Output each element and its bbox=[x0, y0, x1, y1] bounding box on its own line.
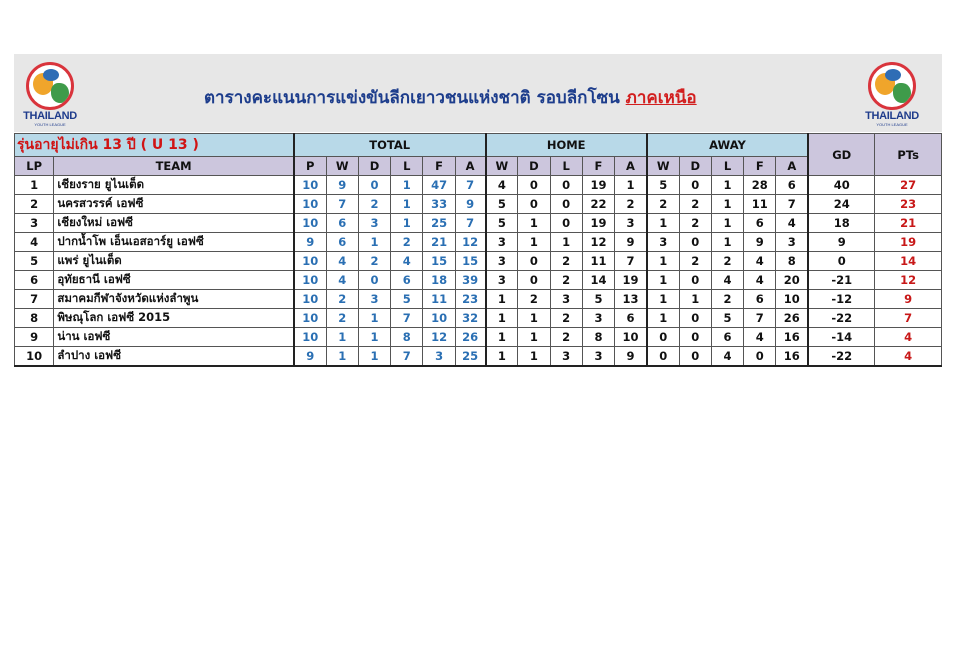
cell-pts: 14 bbox=[875, 252, 942, 271]
title-region: ภาคเหนือ bbox=[625, 88, 697, 108]
cell-hd: 0 bbox=[518, 195, 550, 214]
cell-p: 10 bbox=[294, 271, 326, 290]
cell-lp: 5 bbox=[15, 252, 54, 271]
cell-w: 4 bbox=[326, 252, 358, 271]
cell-d: 1 bbox=[358, 347, 390, 367]
cell-team: น่าน เอฟซี bbox=[54, 328, 294, 347]
cell-al: 1 bbox=[711, 176, 743, 195]
cell-af: 11 bbox=[744, 195, 776, 214]
cell-al: 5 bbox=[711, 309, 743, 328]
table-row bbox=[15, 271, 942, 290]
cell-aa: 20 bbox=[776, 271, 808, 290]
cell-p: 10 bbox=[294, 309, 326, 328]
cell-hw: 3 bbox=[486, 271, 518, 290]
pts-header: PTs bbox=[875, 134, 942, 176]
cell-d: 1 bbox=[358, 328, 390, 347]
table-row bbox=[15, 290, 942, 309]
col-away-d: D bbox=[679, 157, 711, 176]
team-header: TEAM bbox=[54, 157, 294, 176]
cell-aw: 3 bbox=[647, 233, 679, 252]
cell-af: 6 bbox=[744, 214, 776, 233]
cell-hf: 5 bbox=[582, 290, 614, 309]
col-away-a: A bbox=[776, 157, 808, 176]
col-home-l: L bbox=[550, 157, 582, 176]
cell-w: 1 bbox=[326, 347, 358, 367]
cell-f: 12 bbox=[423, 328, 455, 347]
cell-pts: 27 bbox=[875, 176, 942, 195]
cell-ha: 3 bbox=[615, 214, 647, 233]
table-row bbox=[15, 176, 942, 195]
table-row bbox=[15, 328, 942, 347]
cell-f: 33 bbox=[423, 195, 455, 214]
cell-lp: 1 bbox=[15, 176, 54, 195]
cell-ad: 0 bbox=[679, 271, 711, 290]
cell-al: 6 bbox=[711, 328, 743, 347]
cell-hw: 1 bbox=[486, 309, 518, 328]
cell-aa: 4 bbox=[776, 214, 808, 233]
header-banner bbox=[14, 54, 942, 132]
col-f: F bbox=[423, 157, 455, 176]
cell-hw: 1 bbox=[486, 328, 518, 347]
cell-al: 4 bbox=[711, 347, 743, 367]
table-row bbox=[15, 195, 942, 214]
cell-hw: 3 bbox=[486, 233, 518, 252]
cell-gd: -12 bbox=[808, 290, 875, 309]
cell-p: 10 bbox=[294, 195, 326, 214]
cell-al: 1 bbox=[711, 195, 743, 214]
cell-ad: 0 bbox=[679, 347, 711, 367]
cell-w: 7 bbox=[326, 195, 358, 214]
cell-team: เชียงใหม่ เอฟซี bbox=[54, 214, 294, 233]
cell-w: 2 bbox=[326, 290, 358, 309]
cell-hl: 2 bbox=[550, 328, 582, 347]
table-row bbox=[15, 252, 942, 271]
cell-p: 9 bbox=[294, 347, 326, 367]
cell-lp: 9 bbox=[15, 328, 54, 347]
col-home-w: W bbox=[486, 157, 518, 176]
cell-f: 18 bbox=[423, 271, 455, 290]
table-row bbox=[15, 214, 942, 233]
cell-a: 23 bbox=[455, 290, 485, 309]
cell-ad: 0 bbox=[679, 176, 711, 195]
cell-aa: 16 bbox=[776, 328, 808, 347]
cell-hf: 11 bbox=[582, 252, 614, 271]
cell-lp: 10 bbox=[15, 347, 54, 367]
col-home-a: A bbox=[615, 157, 647, 176]
cell-pts: 4 bbox=[875, 347, 942, 367]
cell-ha: 6 bbox=[615, 309, 647, 328]
cell-hd: 1 bbox=[518, 328, 550, 347]
cell-f: 25 bbox=[423, 214, 455, 233]
col-l: L bbox=[391, 157, 423, 176]
cell-gd: 24 bbox=[808, 195, 875, 214]
football-globe-icon bbox=[868, 62, 916, 110]
page-title bbox=[204, 84, 697, 111]
cell-ha: 2 bbox=[615, 195, 647, 214]
cell-hl: 2 bbox=[550, 309, 582, 328]
cell-p: 10 bbox=[294, 176, 326, 195]
cell-a: 26 bbox=[455, 328, 485, 347]
cell-lp: 6 bbox=[15, 271, 54, 290]
cell-aa: 6 bbox=[776, 176, 808, 195]
table-row bbox=[15, 233, 942, 252]
cell-p: 10 bbox=[294, 290, 326, 309]
cell-ha: 9 bbox=[615, 347, 647, 367]
cell-a: 32 bbox=[455, 309, 485, 328]
cell-d: 3 bbox=[358, 290, 390, 309]
cell-l: 1 bbox=[391, 195, 423, 214]
cell-l: 1 bbox=[391, 176, 423, 195]
age-group-label: รุ่นอายุไม่เกิน 13 ปี ( U 13 ) bbox=[15, 134, 294, 157]
cell-f: 21 bbox=[423, 233, 455, 252]
cell-pts: 23 bbox=[875, 195, 942, 214]
cell-a: 12 bbox=[455, 233, 485, 252]
cell-ha: 9 bbox=[615, 233, 647, 252]
cell-aa: 16 bbox=[776, 347, 808, 367]
cell-ha: 13 bbox=[615, 290, 647, 309]
col-d: D bbox=[358, 157, 390, 176]
cell-hd: 0 bbox=[518, 271, 550, 290]
cell-l: 5 bbox=[391, 290, 423, 309]
cell-team: พิษณุโลก เอฟซี 2015 bbox=[54, 309, 294, 328]
cell-gd: -21 bbox=[808, 271, 875, 290]
cell-gd: 18 bbox=[808, 214, 875, 233]
total-group-header: TOTAL bbox=[294, 134, 486, 157]
cell-l: 4 bbox=[391, 252, 423, 271]
col-p: P bbox=[294, 157, 326, 176]
cell-gd: 0 bbox=[808, 252, 875, 271]
cell-p: 10 bbox=[294, 328, 326, 347]
cell-f: 47 bbox=[423, 176, 455, 195]
col-a: A bbox=[455, 157, 485, 176]
cell-pts: 4 bbox=[875, 328, 942, 347]
cell-af: 0 bbox=[744, 347, 776, 367]
cell-team: เชียงราย ยูไนเต็ด bbox=[54, 176, 294, 195]
cell-team: ลำปาง เอฟซี bbox=[54, 347, 294, 367]
cell-ad: 2 bbox=[679, 214, 711, 233]
cell-gd: -14 bbox=[808, 328, 875, 347]
cell-hl: 0 bbox=[550, 195, 582, 214]
lp-header: LP bbox=[15, 157, 54, 176]
cell-d: 3 bbox=[358, 214, 390, 233]
cell-l: 7 bbox=[391, 347, 423, 367]
cell-aw: 1 bbox=[647, 290, 679, 309]
cell-al: 2 bbox=[711, 290, 743, 309]
cell-af: 28 bbox=[744, 176, 776, 195]
cell-a: 15 bbox=[455, 252, 485, 271]
cell-hd: 1 bbox=[518, 309, 550, 328]
cell-gd: -22 bbox=[808, 309, 875, 328]
cell-aw: 0 bbox=[647, 328, 679, 347]
title-main: ตารางคะแนนการแข่งขันลีกเยาวชนแห่งชาติ รอบลีกโซน bbox=[204, 88, 626, 108]
table-row bbox=[15, 309, 942, 328]
away-group-header: AWAY bbox=[647, 134, 808, 157]
cell-w: 1 bbox=[326, 328, 358, 347]
thailand-youth-league-logo-right bbox=[860, 60, 924, 126]
cell-aw: 5 bbox=[647, 176, 679, 195]
logo-subtext: YOUTH LEAGUE bbox=[34, 122, 66, 127]
cell-d: 1 bbox=[358, 233, 390, 252]
cell-f: 15 bbox=[423, 252, 455, 271]
cell-l: 6 bbox=[391, 271, 423, 290]
cell-hd: 1 bbox=[518, 233, 550, 252]
cell-ad: 2 bbox=[679, 252, 711, 271]
cell-p: 10 bbox=[294, 214, 326, 233]
col-away-f: F bbox=[744, 157, 776, 176]
col-home-f: F bbox=[582, 157, 614, 176]
cell-hd: 1 bbox=[518, 214, 550, 233]
cell-al: 1 bbox=[711, 233, 743, 252]
cell-aw: 1 bbox=[647, 214, 679, 233]
cell-aa: 10 bbox=[776, 290, 808, 309]
cell-a: 39 bbox=[455, 271, 485, 290]
cell-hf: 22 bbox=[582, 195, 614, 214]
cell-team: อุทัยธานี เอฟซี bbox=[54, 271, 294, 290]
cell-hl: 3 bbox=[550, 347, 582, 367]
cell-hw: 4 bbox=[486, 176, 518, 195]
gd-header: GD bbox=[808, 134, 875, 176]
cell-d: 2 bbox=[358, 252, 390, 271]
cell-d: 0 bbox=[358, 176, 390, 195]
cell-aw: 1 bbox=[647, 252, 679, 271]
cell-hl: 2 bbox=[550, 252, 582, 271]
cell-aa: 8 bbox=[776, 252, 808, 271]
cell-hw: 5 bbox=[486, 195, 518, 214]
cell-aa: 7 bbox=[776, 195, 808, 214]
cell-hw: 5 bbox=[486, 214, 518, 233]
cell-pts: 21 bbox=[875, 214, 942, 233]
cell-hw: 1 bbox=[486, 290, 518, 309]
cell-hl: 0 bbox=[550, 214, 582, 233]
col-away-l: L bbox=[711, 157, 743, 176]
cell-pts: 7 bbox=[875, 309, 942, 328]
cell-l: 1 bbox=[391, 214, 423, 233]
cell-pts: 9 bbox=[875, 290, 942, 309]
cell-hf: 19 bbox=[582, 214, 614, 233]
cell-gd: 40 bbox=[808, 176, 875, 195]
cell-f: 11 bbox=[423, 290, 455, 309]
cell-p: 9 bbox=[294, 233, 326, 252]
cell-w: 2 bbox=[326, 309, 358, 328]
cell-af: 4 bbox=[744, 252, 776, 271]
cell-f: 10 bbox=[423, 309, 455, 328]
cell-ha: 10 bbox=[615, 328, 647, 347]
cell-hl: 0 bbox=[550, 176, 582, 195]
home-group-header: HOME bbox=[486, 134, 647, 157]
cell-hf: 19 bbox=[582, 176, 614, 195]
cell-lp: 7 bbox=[15, 290, 54, 309]
cell-team: สมาคมกีฬาจังหวัดแห่งลำพูน bbox=[54, 290, 294, 309]
cell-aa: 26 bbox=[776, 309, 808, 328]
football-globe-icon bbox=[26, 62, 74, 110]
cell-ad: 0 bbox=[679, 309, 711, 328]
cell-l: 2 bbox=[391, 233, 423, 252]
cell-a: 7 bbox=[455, 214, 485, 233]
cell-hf: 8 bbox=[582, 328, 614, 347]
cell-lp: 3 bbox=[15, 214, 54, 233]
cell-w: 9 bbox=[326, 176, 358, 195]
cell-ha: 7 bbox=[615, 252, 647, 271]
cell-aw: 0 bbox=[647, 347, 679, 367]
cell-aw: 1 bbox=[647, 271, 679, 290]
cell-pts: 12 bbox=[875, 271, 942, 290]
cell-w: 6 bbox=[326, 214, 358, 233]
cell-gd: -22 bbox=[808, 347, 875, 367]
cell-team: ปากน้ำโพ เอ็นเอสอาร์ยู เอฟซี bbox=[54, 233, 294, 252]
cell-w: 6 bbox=[326, 233, 358, 252]
cell-af: 9 bbox=[744, 233, 776, 252]
cell-ad: 1 bbox=[679, 290, 711, 309]
cell-d: 0 bbox=[358, 271, 390, 290]
cell-pts: 19 bbox=[875, 233, 942, 252]
cell-lp: 8 bbox=[15, 309, 54, 328]
cell-team: แพร่ ยูไนเต็ด bbox=[54, 252, 294, 271]
cell-hl: 2 bbox=[550, 271, 582, 290]
cell-ad: 0 bbox=[679, 233, 711, 252]
cell-lp: 2 bbox=[15, 195, 54, 214]
cell-l: 7 bbox=[391, 309, 423, 328]
cell-hf: 12 bbox=[582, 233, 614, 252]
cell-al: 4 bbox=[711, 271, 743, 290]
cell-ha: 19 bbox=[615, 271, 647, 290]
cell-w: 4 bbox=[326, 271, 358, 290]
cell-hd: 0 bbox=[518, 176, 550, 195]
cell-af: 4 bbox=[744, 328, 776, 347]
col-away-w: W bbox=[647, 157, 679, 176]
cell-ad: 2 bbox=[679, 195, 711, 214]
cell-hd: 1 bbox=[518, 347, 550, 367]
cell-hl: 3 bbox=[550, 290, 582, 309]
logo-subtext: YOUTH LEAGUE bbox=[876, 122, 908, 127]
cell-d: 2 bbox=[358, 195, 390, 214]
cell-hf: 14 bbox=[582, 271, 614, 290]
cell-d: 1 bbox=[358, 309, 390, 328]
cell-a: 7 bbox=[455, 176, 485, 195]
cell-a: 25 bbox=[455, 347, 485, 367]
cell-af: 7 bbox=[744, 309, 776, 328]
cell-hl: 1 bbox=[550, 233, 582, 252]
col-home-d: D bbox=[518, 157, 550, 176]
cell-team: นครสวรรค์ เอฟซี bbox=[54, 195, 294, 214]
cell-hf: 3 bbox=[582, 309, 614, 328]
cell-hw: 3 bbox=[486, 252, 518, 271]
cell-a: 9 bbox=[455, 195, 485, 214]
standings-table bbox=[14, 133, 942, 367]
cell-aw: 2 bbox=[647, 195, 679, 214]
logo-wordmark: THAILAND bbox=[865, 110, 919, 122]
cell-al: 1 bbox=[711, 214, 743, 233]
table-row bbox=[15, 347, 942, 367]
cell-hf: 3 bbox=[582, 347, 614, 367]
cell-hd: 0 bbox=[518, 252, 550, 271]
cell-af: 6 bbox=[744, 290, 776, 309]
cell-ha: 1 bbox=[615, 176, 647, 195]
cell-gd: 9 bbox=[808, 233, 875, 252]
cell-al: 2 bbox=[711, 252, 743, 271]
cell-f: 3 bbox=[423, 347, 455, 367]
cell-af: 4 bbox=[744, 271, 776, 290]
cell-hd: 2 bbox=[518, 290, 550, 309]
cell-aa: 3 bbox=[776, 233, 808, 252]
col-w: W bbox=[326, 157, 358, 176]
cell-hw: 1 bbox=[486, 347, 518, 367]
cell-lp: 4 bbox=[15, 233, 54, 252]
logo-wordmark: THAILAND bbox=[23, 110, 77, 122]
cell-ad: 0 bbox=[679, 328, 711, 347]
cell-p: 10 bbox=[294, 252, 326, 271]
cell-l: 8 bbox=[391, 328, 423, 347]
thailand-youth-league-logo-left bbox=[18, 60, 82, 126]
cell-aw: 1 bbox=[647, 309, 679, 328]
